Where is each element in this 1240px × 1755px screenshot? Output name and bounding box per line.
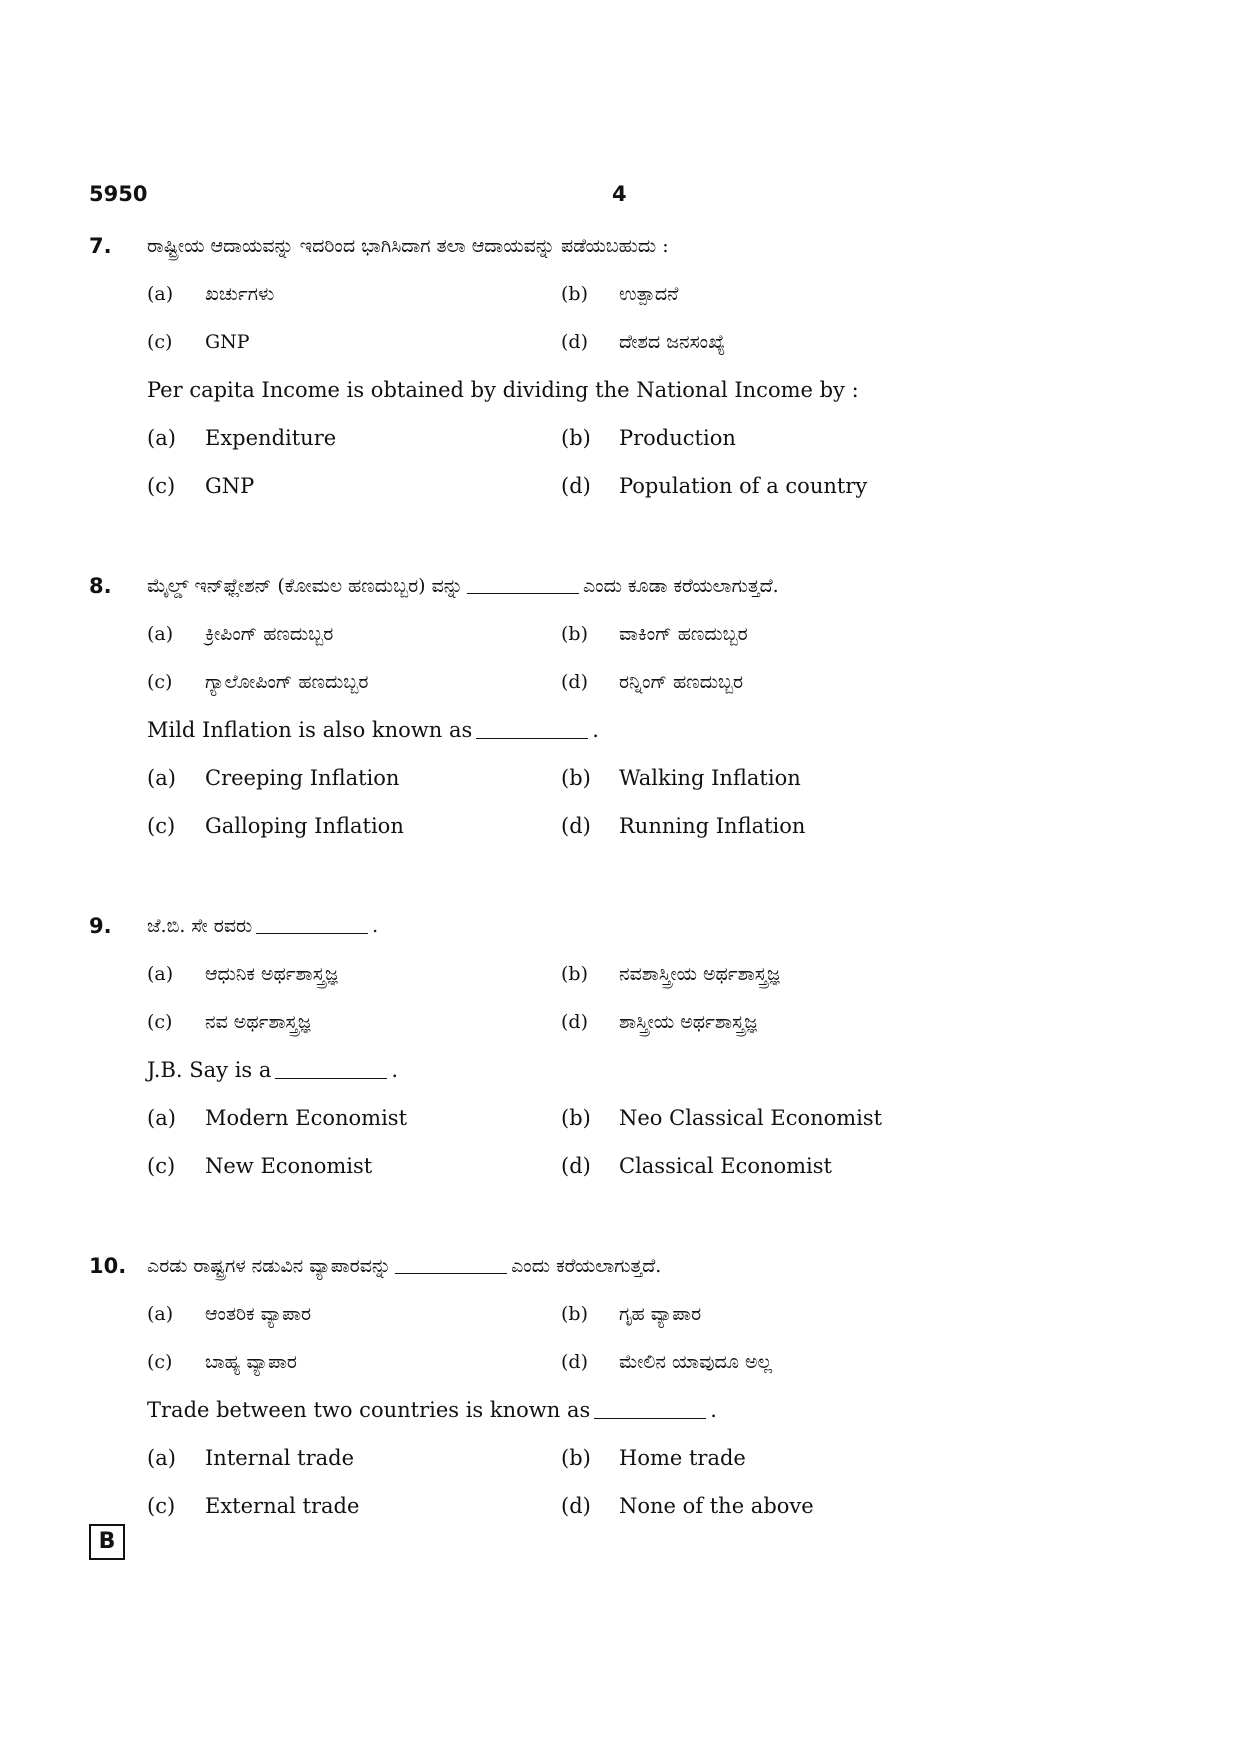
option-text: Creeping Inflation xyxy=(205,766,400,790)
question-7-kn-stem xyxy=(89,222,1149,270)
kn-stem-text xyxy=(147,562,779,610)
option-text: GNP xyxy=(205,474,255,498)
option-text: ನವ ಅರ್ಥಶಾಸ್ತ್ರಜ್ಞ xyxy=(205,1011,311,1033)
option-text: ಶಾಸ್ತ್ರೀಯ ಅರ್ಥಶಾಸ್ತ್ರಜ್ಞ xyxy=(619,1011,757,1033)
option-label: (b) xyxy=(561,963,588,985)
answer-blank xyxy=(594,1417,706,1419)
stem-after: . xyxy=(391,1058,399,1082)
option-text: ಗ್ಯಾಲೋಪಿಂಗ್ ಹಣದುಬ್ಬರ xyxy=(205,671,369,693)
stem-after: . xyxy=(710,1398,717,1422)
option-label: (b) xyxy=(561,1446,591,1470)
option-text: Walking Inflation xyxy=(619,766,801,790)
option-text: ಆಂತರಿಕ ವ್ಯಾಪಾರ xyxy=(205,1303,312,1325)
question-9 xyxy=(89,902,1149,1190)
option-label: (a) xyxy=(147,283,174,305)
option-label: (d) xyxy=(561,331,588,353)
booklet-series-box: B xyxy=(89,1524,125,1560)
option-label: (c) xyxy=(147,331,173,353)
stem-after: ಎಂದು ಕೂಡಾ ಕರೆಯಲಾಗುತ್ತದೆ. xyxy=(582,575,779,597)
question-number: 9. xyxy=(89,914,112,938)
option-text: GNP xyxy=(205,331,250,353)
option-text: ಬಾಹ್ಯ ವ್ಯಾಪಾರ xyxy=(205,1351,297,1373)
stem-before: ಮೈಲ್ಡ್ ಇನ್‌ಫ್ಲೇಶನ್ (ಕೋಮಲ ಹಣದುಬ್ಬರ) ವನ್ನು xyxy=(147,575,463,597)
kn-options-row xyxy=(89,610,1149,658)
option-label: (a) xyxy=(147,1303,174,1325)
option-text: None of the above xyxy=(619,1494,814,1518)
question-9-kn-stem xyxy=(89,902,1149,950)
kn-options-row xyxy=(89,1290,1149,1338)
kn-options-row xyxy=(89,658,1149,706)
option-text: Classical Economist xyxy=(619,1154,832,1178)
option-label: (d) xyxy=(561,671,588,693)
option-label: (a) xyxy=(147,963,174,985)
option-label: (a) xyxy=(147,1106,176,1130)
option-label: (a) xyxy=(147,426,176,450)
kn-options-row xyxy=(89,270,1149,318)
question-10-kn-stem xyxy=(89,1242,1149,1290)
question-8-en-stem xyxy=(89,706,1149,754)
answer-blank xyxy=(467,592,579,594)
question-number: 7. xyxy=(89,234,112,258)
option-text: Running Inflation xyxy=(619,814,806,838)
option-text: ವಾಕಿಂಗ್ ಹಣದುಬ್ಬರ xyxy=(619,623,748,645)
option-label: (a) xyxy=(147,623,174,645)
option-label: (c) xyxy=(147,671,173,693)
option-label: (d) xyxy=(561,474,591,498)
option-label: (b) xyxy=(561,623,588,645)
question-9-en-stem xyxy=(89,1046,1149,1094)
option-label: (d) xyxy=(561,1154,591,1178)
option-text: External trade xyxy=(205,1494,360,1518)
option-label: (c) xyxy=(147,814,176,838)
en-options-row xyxy=(89,1094,1149,1142)
option-text: ಗೃಹ ವ್ಯಾಪಾರ xyxy=(619,1303,702,1325)
en-options-row xyxy=(89,462,1149,510)
option-text: Internal trade xyxy=(205,1446,355,1470)
option-text: Expenditure xyxy=(205,426,337,450)
option-label: (b) xyxy=(561,1303,588,1325)
option-text: ಖರ್ಚುಗಳು xyxy=(205,283,275,305)
option-label: (a) xyxy=(147,766,176,790)
question-number: 8. xyxy=(89,574,112,598)
kn-options-row xyxy=(89,1338,1149,1386)
option-text: Neo Classical Economist xyxy=(619,1106,883,1130)
option-label: (b) xyxy=(561,426,591,450)
option-label: (d) xyxy=(561,1351,588,1373)
option-label: (c) xyxy=(147,1351,173,1373)
option-text: ಕ್ರೀಪಿಂಗ್ ಹಣದುಬ್ಬರ xyxy=(205,623,334,645)
option-text: ಮೇಲಿನ ಯಾವುದೂ ಅಲ್ಲ xyxy=(619,1351,773,1373)
stem-before: J.B. Say is a xyxy=(147,1058,272,1082)
question-number: 10. xyxy=(89,1254,127,1278)
option-text: Production xyxy=(619,426,736,450)
option-label: (b) xyxy=(561,766,591,790)
option-text: Population of a country xyxy=(619,474,868,498)
en-options-row xyxy=(89,802,1149,850)
question-7-en-stem: Per capita Income is obtained by dividing the National Income by : xyxy=(147,378,859,402)
option-text: ರನ್ನಿಂಗ್ ಹಣದುಬ್ಬರ xyxy=(619,671,744,693)
question-7 xyxy=(89,222,1149,510)
question-10-en-stem xyxy=(89,1386,1149,1434)
option-text: ಉತ್ಪಾದನೆ xyxy=(619,283,679,305)
option-label: (b) xyxy=(561,283,588,305)
answer-blank xyxy=(476,737,588,739)
question-8-kn-stem xyxy=(89,562,1149,610)
page-header xyxy=(89,182,1149,212)
kn-stem-text xyxy=(147,1242,661,1290)
option-text: New Economist xyxy=(205,1154,373,1178)
option-label: (d) xyxy=(561,814,591,838)
stem-before: ಜೆ.ಬಿ. ಸೇ ರವರು xyxy=(147,915,253,937)
option-label: (c) xyxy=(147,1154,176,1178)
option-label: (d) xyxy=(561,1494,591,1518)
option-text: Home trade xyxy=(619,1446,746,1470)
option-text: Modern Economist xyxy=(205,1106,408,1130)
en-options-row xyxy=(89,754,1149,802)
option-label: (d) xyxy=(561,1011,588,1033)
stem-after: ಎಂದು ಕರೆಯಲಾಗುತ್ತದೆ. xyxy=(511,1255,662,1277)
answer-blank xyxy=(275,1077,387,1079)
stem-after: . xyxy=(372,915,379,937)
question-8 xyxy=(89,562,1149,850)
option-text: Galloping Inflation xyxy=(205,814,404,838)
option-text: ನವಶಾಸ್ತ್ರೀಯ ಅರ್ಥಶಾಸ್ತ್ರಜ್ಞ xyxy=(619,963,780,985)
option-label: (c) xyxy=(147,474,176,498)
kn-options-row xyxy=(89,318,1149,366)
question-10 xyxy=(89,1242,1149,1530)
en-options-row xyxy=(89,1434,1149,1482)
answer-blank xyxy=(256,932,368,934)
kn-options-row xyxy=(89,950,1149,998)
option-label: (a) xyxy=(147,1446,176,1470)
stem-before: Trade between two countries is known as xyxy=(147,1398,591,1422)
kn-stem-text xyxy=(147,902,378,950)
kn-stem-text: ರಾಷ್ಟ್ರೀಯ ಆದಾಯವನ್ನು ಇದರಿಂದ ಭಾಗಿಸಿದಾಗ ತಲಾ ಆದಾಯವನ್ನು ಪಡೆಯಬಹುದು : xyxy=(147,235,669,257)
stem-before: Mild Inflation is also known as xyxy=(147,718,473,742)
option-text: ಆಧುನಿಕ ಅರ್ಥಶಾಸ್ತ್ರಜ್ಞ xyxy=(205,963,338,985)
option-label: (b) xyxy=(561,1106,591,1130)
paper-code: 5950 xyxy=(89,182,148,206)
option-label: (c) xyxy=(147,1494,176,1518)
en-options-row xyxy=(89,1142,1149,1190)
en-options-row xyxy=(89,1482,1149,1530)
stem-before: ಎರಡು ರಾಷ್ಟ್ರಗಳ ನಡುವಿನ ವ್ಯಾಪಾರವನ್ನು xyxy=(147,1255,392,1277)
kn-options-row xyxy=(89,998,1149,1046)
en-options-row xyxy=(89,414,1149,462)
option-text: ದೇಶದ ಜನಸಂಖ್ಯೆ xyxy=(619,331,726,353)
option-label: (c) xyxy=(147,1011,173,1033)
stem-after: . xyxy=(592,718,599,742)
page-number: 4 xyxy=(612,182,627,206)
answer-blank xyxy=(395,1272,507,1274)
